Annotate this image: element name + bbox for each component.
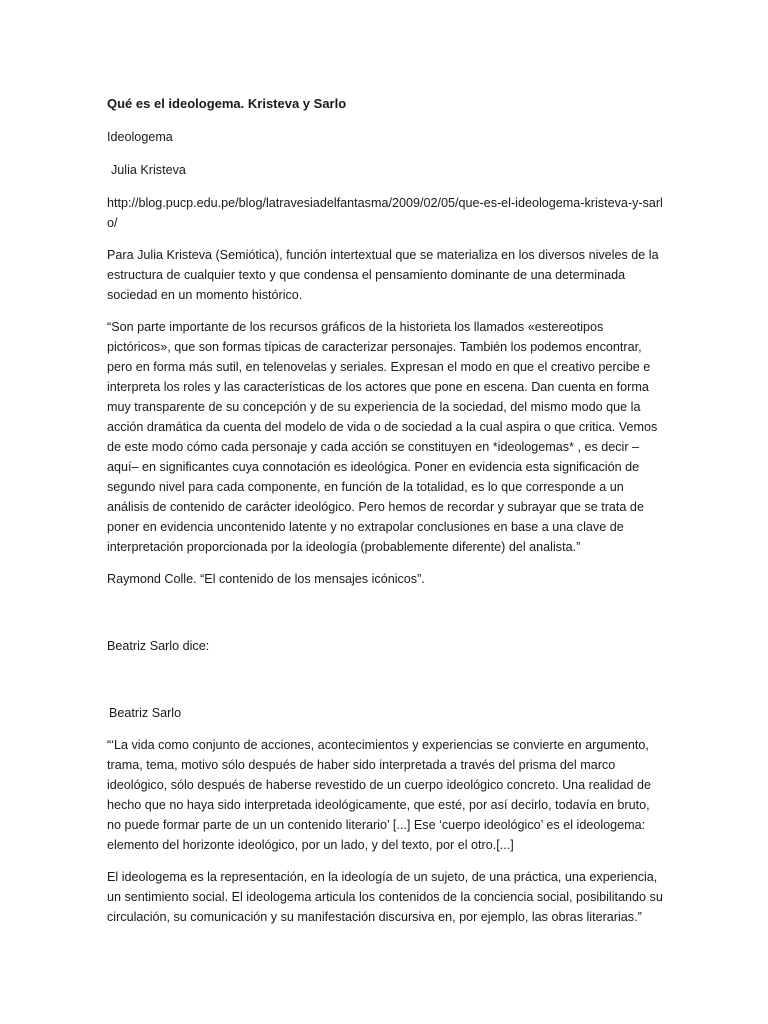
quote-colle: “Son parte importante de los recursos gráficos de la historieta los llamados «estereotipos pictóricos», que son formas típicas de caracterizar personajes. También los podemos encontrar, pero en forma más sutil, en telenovelas y seriales. Expresan el modo en que el creativo percibe e interpreta los roles y las características de los actores que pone en escena. Dan cuenta en forma muy transparente de su concepción y de su experiencia de la sociedad, del mismo modo que la acción dramática da cuenta del modelo de vida o de sociedad a la cual aspira o que critica. Vemos de este modo cómo cada personaje y cada acción se constituyen en *ideologemas* , es decir – aquí– en significantes cuya connotación es ideológica. Poner en evidencia esta significación de segundo nivel para cada componente, en función de la totalidad, es lo que corresponde a un análisis de contenido de carácter ideológico. Pero hemos de recordar y subrayar que se trata de poner en evidencia uncontenido latente y no extrapolar conclusiones en base a una clave de interpretación proporcionada por la ideología (probablemente diferente) del analista.” (107, 320, 658, 554)
source-url: http://blog.pucp.edu.pe/blog/latravesiadelfantasma/2009/02/05/que-es-el-ideologema-kristeva-y-sarlo/ (107, 196, 663, 230)
sarlo-intro: Beatriz Sarlo dice: (107, 639, 210, 653)
quote-sarlo: “‘La vida como conjunto de acciones, acontecimientos y experiencias se convierte en argumento, trama, tema, motivo sólo después de haber sido interpretada a través del prisma del marco ideológico, sólo después de haberse revestido de un cuerpo ideológico concreto. Una realidad de hecho que no haya sido interpretada ideológicamente, que esté, por así decirlo, todavía en bruto, no puede formar parte de un un contenido literario’ [...] Ese ‘cuerpo ideológico’ es el ideologema: elemento del horizonte ideológico, por un lado, y del texto, por el otro.[...] (107, 738, 651, 852)
citation-colle: Raymond Colle. “El contenido de los mensajes icónicos”. (107, 572, 425, 586)
paragraph-definition: Para Julia Kristeva (Semiótica), función intertextual que se materializa en los diversos niveles de la estructura de cualquier texto y que condensa el pensamiento dominante de una determinada sociedad en un momento histórico. (107, 248, 659, 302)
author-sarlo: Beatriz Sarlo (109, 706, 182, 720)
author-kristeva: Julia Kristeva (111, 163, 186, 177)
subheading-ideologema: Ideologema (107, 130, 173, 144)
document-title: Qué es el ideologema. Kristeva y Sarlo (107, 96, 347, 111)
document-page (107, 94, 667, 927)
paragraph-final: El ideologema es la representación, en la ideología de un sujeto, de una práctica, una experiencia, un sentimiento social. El ideologema articula los contenidos de la conciencia social, posibilitando su circulación, su comunicación y su manifestación discursiva en, por ejemplo, las obras literarias.” (107, 870, 663, 924)
